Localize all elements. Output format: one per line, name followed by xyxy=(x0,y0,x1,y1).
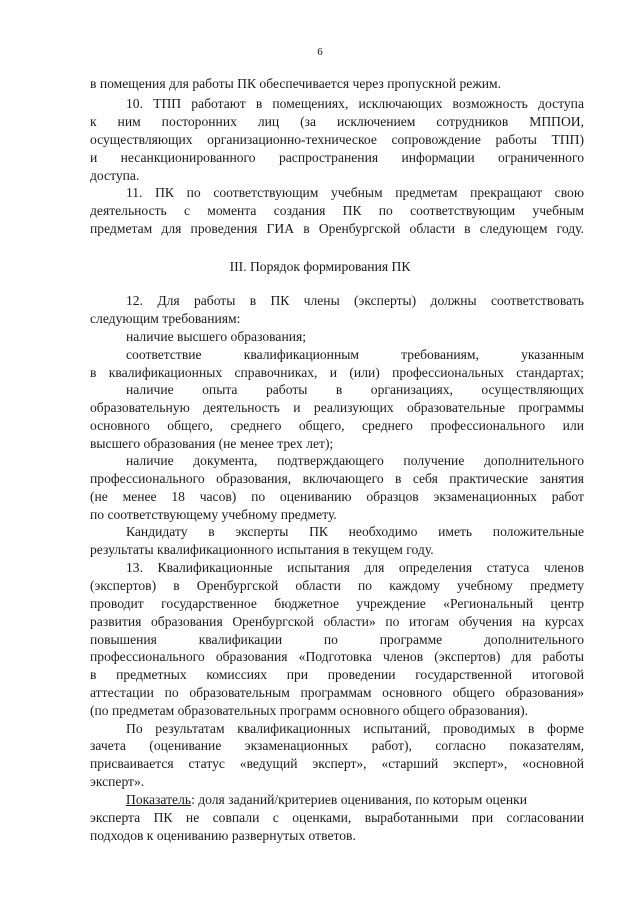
requirement-4-line-3: (не менее 18 часов) по оцениванию образцов экзаменационных работ xyxy=(90,489,584,504)
paragraph-13-line-8: аттестации по образовательным программам основного общего образования» xyxy=(90,685,584,700)
indicator-line-1 xyxy=(126,791,584,808)
requirement-4-line-1: наличие документа, подтверждающего получение дополнительного xyxy=(126,453,584,468)
requirement-1: наличие высшего образования; xyxy=(126,329,307,344)
paragraph-10-line-1: 10. ТПП работают в помещениях, исключающих возможность доступа xyxy=(126,96,584,111)
requirement-3-line-3: основного общего, среднего общего, среднего профессионального или xyxy=(90,418,584,433)
page-number: 6 xyxy=(317,46,323,58)
requirement-3-line-1: наличие опыта работы в организациях, осуществляющих xyxy=(126,382,584,397)
indicator-line-3: подходов к оцениванию развернутых ответов. xyxy=(90,828,356,843)
paragraph-13-line-7: в предметных комиссиях при проведении государственной итоговой xyxy=(90,667,584,682)
paragraph-13-line-5: повышения квалификации по программе дополнительного xyxy=(90,632,584,647)
paragraph-11-line-2: деятельность с момента создания ПК по соответствующим учебным xyxy=(90,203,584,218)
paragraph-11-line-3: предметам для проведения ГИА в Оренбургской области в следующем году. xyxy=(90,221,584,236)
indicator-label: Показатель xyxy=(126,792,192,807)
indicator-text: : доля заданий/критериев оценивания, по которым оценки xyxy=(191,792,528,807)
paragraph-11-line-1: 11. ПК по соответствующим учебным предметам прекращают свою xyxy=(126,185,584,200)
requirement-4-line-2: профессионального образования, включающего в себя практические занятия xyxy=(90,471,584,486)
paragraph-13-line-4: развития образования Оренбургской области» по итогам обучения на курсах xyxy=(90,614,584,629)
requirement-3-line-4: высшего образования (не менее трех лет); xyxy=(90,436,334,451)
paragraph-13-line-3: проводит государственное бюджетное учреждение «Региональный центр xyxy=(90,596,584,611)
candidate-line-2: результаты квалификационного испытания в текущем году. xyxy=(90,542,434,557)
text-line: в помещения для работы ПК обеспечивается через пропускной режим. xyxy=(90,76,502,91)
results-line-3: присваивается статус «ведущий эксперт», «старший эксперт», «основной xyxy=(90,756,584,771)
results-line-2: зачета (оценивание экзаменационных работ), согласно показателям, xyxy=(90,738,584,753)
paragraph-13-line-1: 13. Квалификационные испытания для определения статуса членов xyxy=(126,560,584,575)
paragraph-12-line-1: 12. Для работы в ПК члены (эксперты) должны соответствовать xyxy=(126,293,584,308)
paragraph-10-line-4: и несанкционированного распространения информации ограниченного xyxy=(90,150,584,165)
requirement-2-line-2: в квалификационных справочниках, и (или) профессиональных стандартах; xyxy=(90,365,584,380)
requirement-2-line-1: соответствие квалификационным требованиям, указанным xyxy=(126,347,584,362)
paragraph-13-line-9: (по предметам образовательных программ основного общего образования). xyxy=(90,703,529,718)
paragraph-10-line-5: доступа. xyxy=(90,168,140,183)
indicator-line-2: эксперта ПК не совпали с оценками, выработанными при согласовании xyxy=(90,810,584,825)
section-heading: III. Порядок формирования ПК xyxy=(229,259,411,274)
results-line-1: По результатам квалификационных испытаний, проводимых в форме xyxy=(126,721,584,736)
candidate-line-1: Кандидату в эксперты ПК необходимо иметь положительные xyxy=(126,524,584,539)
results-line-4: эксперт». xyxy=(90,774,145,789)
paragraph-10-line-2: к ним посторонних лиц (за исключением сотрудников МППОИ, xyxy=(90,114,584,129)
requirement-3-line-2: образовательную деятельность и реализующих образовательные программы xyxy=(90,400,584,415)
paragraph-13-line-6: профессионального образования «Подготовка членов (экспертов) для работы xyxy=(90,649,584,664)
requirement-4-line-4: по соответствующему учебному предмету. xyxy=(90,507,337,522)
paragraph-12-line-2: следующим требованиям: xyxy=(90,311,241,326)
paragraph-10-line-3: осуществляющих организационно-техническое сопровождение работы ТПП) xyxy=(90,132,584,147)
paragraph-13-line-2: (экспертов) в Оренбургской области по каждому учебному предмету xyxy=(90,578,584,593)
